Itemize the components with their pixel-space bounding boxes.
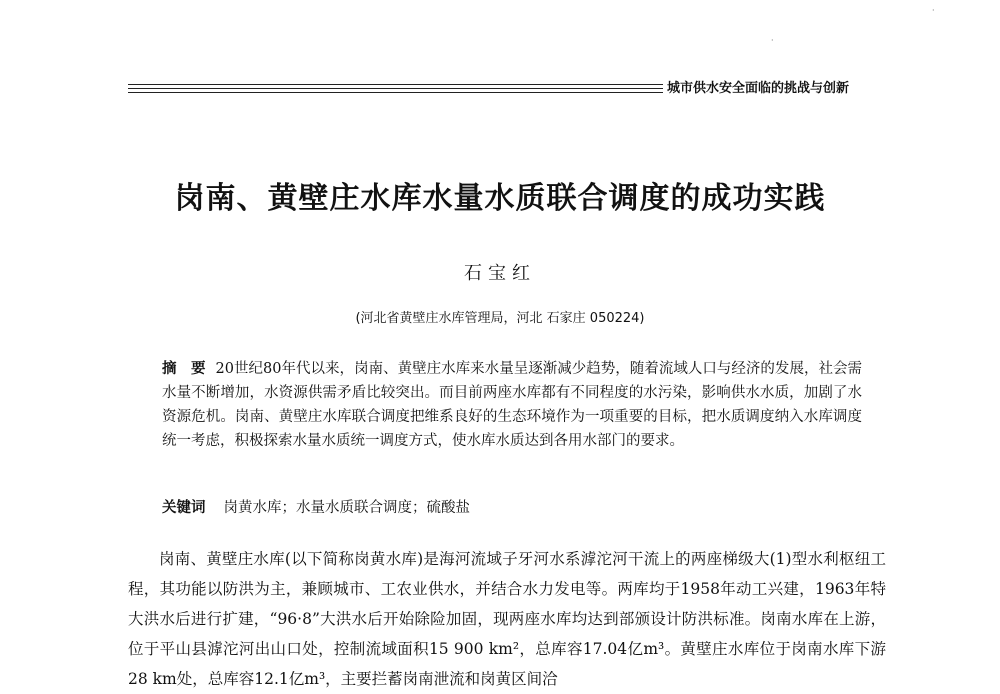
abstract-text: 20世纪80年代以来，岗南、黄壁庄水库来水量呈逐渐减少趋势，随着流域人口与经济的发展，社会需水量不断增加，水资源供需矛盾比较突出。而目前两座水库都有不同程度的水污染，影响供水水质，加剧了水资源危机。岗南、黄壁庄水库联合调度把维系良好的生态环境作为一项重要的目标，把水质调度纳入水库调度统一考虑，积极探索水量水质统一调度方式，使水库水质达到各用水部门的要求。: [162, 361, 862, 449]
header-rule-middle: [128, 88, 663, 89]
scan-speck: ·: [771, 36, 774, 45]
article-title: 岗南、黄壁庄水库水量水质联合调度的成功实践: [174, 181, 826, 216]
abstract-label: 摘 要: [162, 361, 206, 377]
author-affiliation: (河北省黄壁庄水库管理局，河北 石家庄 050224): [355, 311, 645, 326]
header-rule-bottom: [128, 92, 663, 93]
abstract: [162, 357, 862, 453]
keywords: [162, 496, 862, 520]
keywords-text: 岗黄水库；水量水质联合调度；硫酸盐: [223, 500, 470, 516]
section-title: 城市供水安全面临的挑战与创新: [667, 81, 850, 96]
article-author: 石宝红: [464, 263, 536, 284]
article-body: [128, 544, 886, 694]
scan-speck: ·: [932, 6, 935, 15]
body-paragraph: 岗南、黄壁庄水库(以下简称岗黄水库)是海河流域子牙河水系滹沱河干流上的两座梯级大(1)型水利枢纽工程，其功能以防洪为主，兼顾城市、工农业供水，并结合水力发电等。两库均于1958年动工兴建，1963年特大洪水后进行扩建，“96·8”大洪水后开始除险加固，现两座水库均达到部颁设计防洪标准。岗南水库在上游，位于平山县滹沱河出山口处，控制流域面积15 900 km²，总库容17.04亿m³。黄壁庄水库位于岗南水库下游28 km处，总库容12.1亿m³，主要拦蓄岗南泄流和岗黄区间洽: [128, 550, 886, 688]
header-rule-top: [128, 84, 663, 85]
keywords-label: 关键词: [162, 500, 206, 516]
